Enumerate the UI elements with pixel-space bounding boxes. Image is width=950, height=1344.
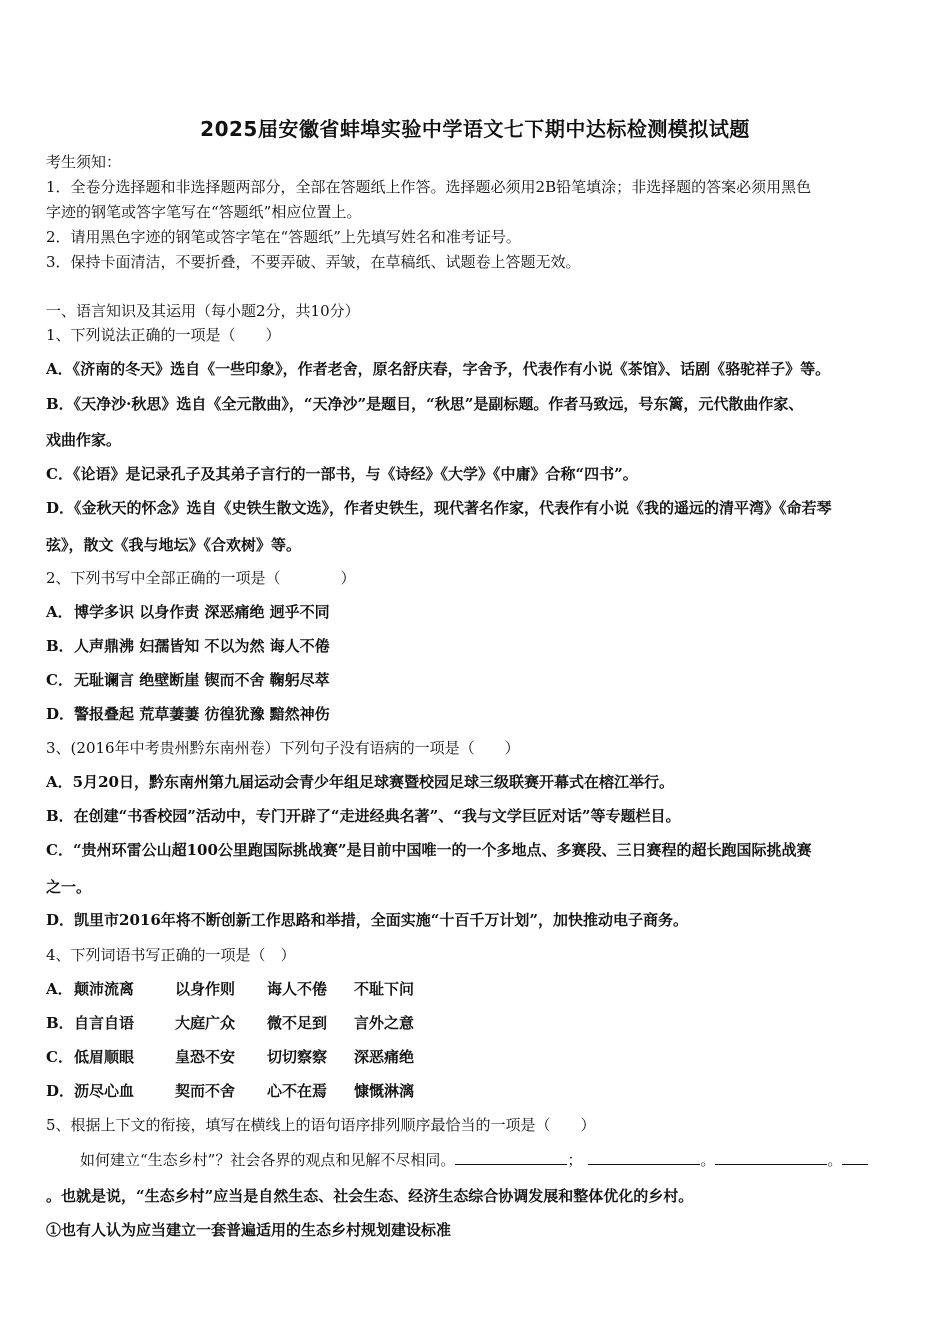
option-word: 大庭广众	[175, 1014, 236, 1032]
q3-stem: 3、(2016年中考贵州黔东南州卷）下列句子没有语病的一项是（ ）	[46, 739, 520, 757]
fill-blank-4[interactable]	[842, 1150, 868, 1165]
q2-option-c	[46, 670, 330, 690]
exam-title: 2025届安徽省蚌埠实验中学语文七下期中达标检测模拟试题	[200, 117, 750, 141]
q1-option-b-cont: 戏曲作家。	[46, 431, 122, 449]
q1-stem: 1、下列说法正确的一项是（ ）	[46, 326, 281, 344]
q5-item-1: ①也有人认为应当建立一套普遍适用的生态乡村规划建设标准	[46, 1221, 452, 1239]
q2-stem: 2、下列书写中全部正确的一项是（ ）	[46, 569, 356, 587]
notice-item-3: 3．保持卡面清洁，不要折叠，不要弄破、弄皱，在草稿纸、试题卷上答题无效。	[46, 253, 581, 271]
blank-separator: 。	[827, 1151, 843, 1169]
option-word: 不耻下问	[354, 980, 415, 998]
q3-option-d: D．凯里市2016年将不断创新工作思路和举措，全面实施“十百千万计划”，加快推动电子商务。	[46, 911, 689, 929]
q4-option-c	[46, 1047, 414, 1067]
option-word: 低眉顺眼	[74, 1048, 135, 1066]
option-word: 以身作则	[175, 980, 236, 998]
q3-option-a: A．5月20日，黔东南州第九届运动会青少年组足球赛暨校园足球三级联赛开幕式在榕江举行。	[46, 773, 674, 791]
option-word: 言外之意	[354, 1014, 415, 1032]
option-text: 人声鼎沸 妇孺皆知 不以为然 诲人不倦	[74, 637, 330, 655]
q3-option-c-cont: 之一。	[46, 878, 92, 896]
option-word: 沥尽心血	[74, 1082, 135, 1100]
option-word: 慷慨淋漓	[354, 1082, 415, 1100]
option-label: A．	[46, 603, 73, 621]
q2-option-d	[46, 704, 330, 724]
option-word: 深恶痛绝	[354, 1048, 415, 1066]
passage-start: 如何建立“生态乡村”？社会各界的观点和见解不尽相同。	[80, 1151, 456, 1169]
q4-option-a	[46, 979, 414, 999]
option-label: A．	[46, 980, 73, 998]
fill-blank-1[interactable]	[455, 1150, 567, 1165]
q5-passage-end: 。也就是说，“生态乡村”应当是自然生态、社会生态、经济生态综合协调发展和整体优化的乡村。	[46, 1187, 694, 1205]
option-word: 诲人不倦	[267, 980, 328, 998]
option-word: 契而不舍	[175, 1082, 236, 1100]
option-text: 博学多识 以身作责 深恶痛绝 迥乎不同	[74, 603, 330, 621]
q2-option-a	[46, 602, 330, 622]
q4-option-d	[46, 1081, 414, 1101]
option-word: 皇恐不安	[175, 1048, 236, 1066]
q1-option-d-cont: 弦》，散文《我与地坛》《合欢树》等。	[46, 536, 302, 554]
q3-option-b: B．在创建“书香校园”活动中，专门开辟了“走进经典名著”、“我与文学巨匠对话”等专题栏目。	[46, 807, 681, 825]
q3-option-c: C．“贵州环雷公山超100公里跑国际挑战赛”是目前中国唯一的一个多地点、多赛段、三日赛程的超长跑国际挑战赛	[46, 841, 812, 859]
option-text: 无耻谰言 绝壁断崖 锲而不舍 鞠躬尽萃	[74, 671, 330, 689]
fill-blank-2[interactable]	[588, 1150, 700, 1165]
q5-stem: 5、根据上下文的衔接，填写在横线上的语句语序排列顺序最恰当的一项是（ ）	[46, 1116, 596, 1134]
blank-separator: ；	[567, 1151, 583, 1169]
option-word: 自言自语	[74, 1014, 135, 1032]
option-label: B．	[46, 1014, 74, 1032]
q1-option-a: A．《济南的冬天》选自《一些印象》，作者老舍，原名舒庆春，字舍予，代表作有小说《茶馆》、话剧《骆驼祥子》等。	[46, 360, 831, 378]
option-text: 警报叠起 荒草萋萋 彷徨犹豫 黯然神伤	[74, 705, 330, 723]
option-word: 切切察察	[267, 1048, 328, 1066]
q1-option-d: D．《金秋天的怀念》选自《史铁生散文选》，作者史铁生，现代著名作家，代表作有小说《我的遥远的清平湾》《命若琴	[46, 499, 832, 517]
q1-option-c: C．《论语》是记录孔子及其弟子言行的一部书，与《诗经》《大学》《中庸》合称“四书”。	[46, 465, 638, 483]
option-word: 微不足到	[267, 1014, 328, 1032]
q2-option-b	[46, 636, 330, 656]
option-label: D．	[46, 705, 75, 723]
option-label: B．	[46, 637, 74, 655]
q1-option-b: B．《天净沙·秋思》选自《全元散曲》，“天净沙”是题目，“秋思”是副标题。作者马致远，号东篱，元代散曲作家、	[46, 395, 804, 413]
option-word: 心不在焉	[267, 1082, 328, 1100]
notice-item-2: 2．请用黑色字迹的钢笔或答字笔在“答题纸”上先填写姓名和准考证号。	[46, 228, 521, 246]
notice-heading: 考生须知：	[46, 153, 122, 171]
q4-stem: 4、下列词语书写正确的一项是（ ）	[46, 946, 296, 964]
q4-option-b	[46, 1013, 414, 1033]
notice-item-1: 1．全卷分选择题和非选择题两部分，全部在答题纸上作答。选择题必须用2B铅笔填涂；非选择题的答案必须用黑色	[46, 178, 812, 196]
notice-item-1-cont: 字迹的钢笔或答字笔写在“答题纸”相应位置上。	[46, 203, 362, 221]
option-word: 颠沛流离	[74, 980, 135, 998]
option-label: C．	[46, 671, 73, 689]
fill-blank-3[interactable]	[715, 1150, 827, 1165]
option-label: D．	[46, 1082, 75, 1100]
option-label: C．	[46, 1048, 73, 1066]
blank-separator: 。	[700, 1151, 716, 1169]
q5-passage	[80, 1150, 868, 1170]
section-heading: 一、语言知识及其运用（每小题2分，共10分）	[46, 302, 360, 320]
